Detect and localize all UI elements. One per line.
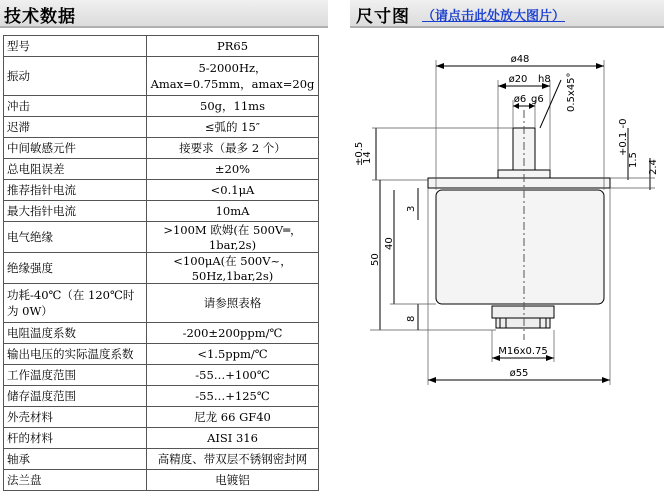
spec-value: ≤弧的 15″ [147, 117, 319, 138]
table-row [4, 253, 319, 284]
spec-value: ±20% [147, 159, 319, 180]
housing-body [436, 190, 604, 304]
spec-value: -55…+125℃ [147, 386, 319, 407]
spec-label: 杆的材料 [4, 428, 147, 449]
spec-value: 50g，11ms [147, 96, 319, 117]
table-row [4, 159, 319, 180]
dim-h14: 14 [362, 151, 373, 164]
dim-d6-tol: g6 [531, 94, 544, 105]
dim-h24: 2.4 [648, 159, 659, 175]
table-row [4, 117, 319, 138]
table-row [4, 36, 319, 57]
table-row [4, 344, 319, 365]
spec-label: 型号 [4, 36, 147, 57]
table-row [4, 138, 319, 159]
table-row [4, 386, 319, 407]
spec-value: <100μA(在 500V~，50Hz,1bar,2s) [147, 253, 319, 284]
spec-value: 高精度、带双层不锈钢密封网 [147, 449, 319, 470]
connector [492, 306, 554, 318]
spec-value: PR65 [147, 36, 319, 57]
table-row [4, 222, 319, 253]
spec-value: 10mA [147, 201, 319, 222]
spec-label: 总电阻误差 [4, 159, 147, 180]
spec-value: >100M 欧姆(在 500V═，1bar,2s) [147, 222, 319, 253]
dim-h15: 1.5 [628, 152, 639, 168]
spec-label: 轴承 [4, 449, 147, 470]
table-row [4, 284, 319, 323]
spec-label: 电阻温度系数 [4, 323, 147, 344]
spec-value: 请参照表格 [147, 284, 319, 323]
dim-d6: ø6 [513, 94, 527, 105]
tech-data-header [0, 0, 328, 28]
spec-label: 外壳材料 [4, 407, 147, 428]
dimension-drawing[interactable] [350, 40, 660, 390]
table-row [4, 407, 319, 428]
shaft [513, 128, 535, 173]
table-row [4, 449, 319, 470]
spec-label: 推荐指针电流 [4, 180, 147, 201]
dim-h40: 40 [384, 237, 395, 250]
spec-label: 迟滞 [4, 117, 147, 138]
spec-label: 振动 [4, 57, 147, 96]
table-row [4, 180, 319, 201]
table-row [4, 323, 319, 344]
spec-label: 中间敏感元件 [4, 138, 147, 159]
spec-label: 功耗-40℃（在 120℃时为 0W） [4, 284, 147, 323]
spec-value: 电镀铝 [147, 470, 319, 491]
table-row [4, 96, 319, 117]
dim-h15-tol: +0.1 -0 [618, 118, 629, 156]
flange [428, 178, 610, 188]
spec-label: 电气绝缘 [4, 222, 147, 253]
dimension-header [350, 0, 664, 28]
spec-value: -200±200ppm/℃ [147, 323, 319, 344]
tech-data-title: 技术数据 [4, 7, 76, 27]
spec-label: 储存温度范围 [4, 386, 147, 407]
table-row [4, 57, 319, 96]
dim-h50: 50 [370, 253, 381, 266]
dim-h3: 3 [406, 205, 417, 212]
dim-d55: ø55 [509, 368, 529, 379]
dim-d20: ø20 [508, 74, 528, 85]
table-row [4, 365, 319, 386]
dim-d48: ø48 [510, 54, 530, 65]
dim-d20-tol: h8 [538, 74, 551, 85]
enlarge-image-link[interactable]: （请点击此处放大图片） [422, 9, 566, 24]
spec-table [3, 35, 319, 491]
dim-h8: 8 [406, 315, 417, 322]
spec-label: 绝缘强度 [4, 253, 147, 284]
dimension-title: 尺寸图 [356, 7, 410, 27]
dim-thread: M16x0.75 [498, 346, 548, 357]
table-row [4, 201, 319, 222]
spec-value: <0.1μA [147, 180, 319, 201]
spec-label: 最大指针电流 [4, 201, 147, 222]
spec-value: <1.5ppm/℃ [147, 344, 319, 365]
dim-chamfer: 0.5x45° [566, 72, 577, 112]
spec-value: 接要求（最多 2 个） [147, 138, 319, 159]
spec-label: 冲击 [4, 96, 147, 117]
spec-label: 工作温度范围 [4, 365, 147, 386]
spec-label: 法兰盘 [4, 470, 147, 491]
table-row [4, 428, 319, 449]
spec-value: AISI 316 [147, 428, 319, 449]
table-row [4, 470, 319, 491]
dim-h14-tol: ±0.5 [354, 141, 365, 166]
spec-value: 5-2000Hz，Amax=0.75mm，amax=20g [147, 57, 319, 96]
spec-value: -55…+100℃ [147, 365, 319, 386]
spec-label: 输出电压的实际温度系数 [4, 344, 147, 365]
spec-value: 尼龙 66 GF40 [147, 407, 319, 428]
